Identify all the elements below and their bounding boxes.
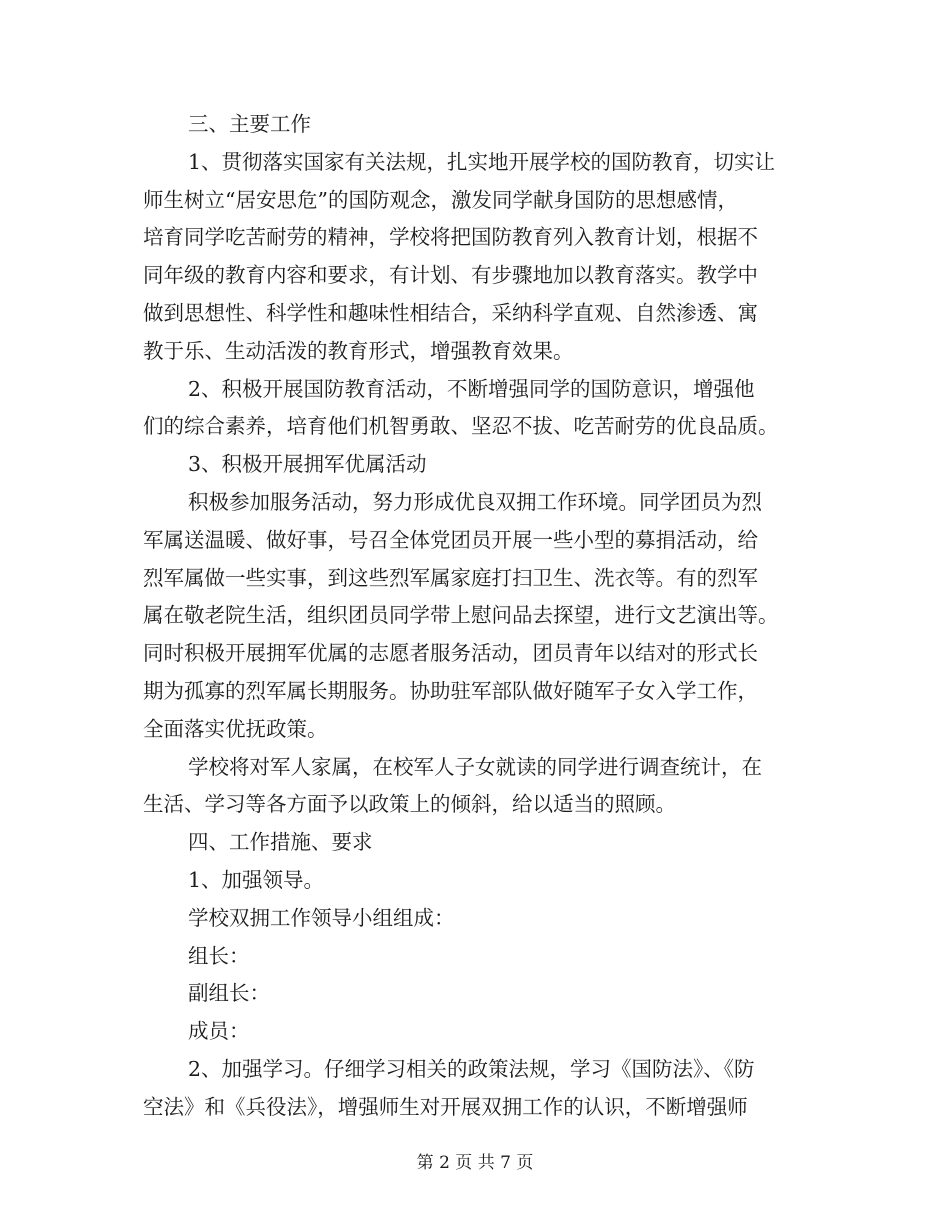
paragraph-line: 1、贯彻落实国家有关法规，扎实地开展学校的国防教育，切实让 xyxy=(188,149,776,174)
section-heading-measures: 四、工作措施、要求 xyxy=(188,830,373,855)
paragraph-line: 烈军属做一些实事，到这些烈军属家庭打扫卫生、洗衣等。有的烈军 xyxy=(143,565,758,590)
paragraph-line: 教于乐、生动活泼的教育形式，增强教育效果。 xyxy=(143,338,574,363)
paragraph-line: 2、加强学习。仔细学习相关的政策法规，学习《国防法》、《防 xyxy=(188,1056,755,1081)
paragraph-line: 空法》和《兵役法》，增强师生对开展双拥工作的认识，不断增强师 xyxy=(143,1094,748,1119)
role-line-leader: 组长： xyxy=(188,943,250,968)
subsection-heading: 1、加强领导。 xyxy=(188,867,325,892)
page-number-footer: 第 2 页 共 7 页 xyxy=(416,1153,534,1173)
paragraph-line: 学校将对军人家属，在校军人子女就读的同学进行调查统计，在 xyxy=(188,754,762,779)
paragraph-line: 军属送温暖、做好事，号召全体党团员开展一些小型的募捐活动，给 xyxy=(143,527,758,552)
paragraph-line: 同时积极开展拥军优属的志愿者服务活动，团员青年以结对的形式长 xyxy=(143,641,758,666)
paragraph-line: 积极参加服务活动，努力形成优良双拥工作环境。同学团员为烈 xyxy=(188,489,762,514)
paragraph-line: 生活、学习等各方面予以政策上的倾斜，给以适当的照顾。 xyxy=(143,792,676,817)
section-heading-main-work: 三、主要工作 xyxy=(188,112,311,136)
paragraph-line: 培育同学吃苦耐劳的精神，学校将把国防教育列入教育计划，根据不 xyxy=(143,225,758,250)
role-line-deputy-leader: 副组长： xyxy=(188,981,270,1006)
document-body xyxy=(143,106,811,1127)
paragraph-line: 做到思想性、科学性和趣味性相结合，采纳科学直观、自然渗透、寓 xyxy=(143,300,758,325)
role-line-members: 成员： xyxy=(188,1019,250,1044)
paragraph-line: 全面落实优抚政策。 xyxy=(143,716,328,741)
paragraph-line: 师生树立“居安思危”的国防观念，激发同学献身国防的思想感情， xyxy=(143,187,738,212)
paragraph-line: 同年级的教育内容和要求，有计划、有步骤地加以教育落实。教学中 xyxy=(143,263,758,288)
paragraph-line: 属在敬老院生活，组织团员同学带上慰问品去探望，进行文艺演出等。 xyxy=(143,603,779,628)
paragraph-line: 期为孤寡的烈军属长期服务。协助驻军部队做好随军子女入学工作， xyxy=(143,678,758,703)
paragraph-line: 学校双拥工作领导小组组成： xyxy=(188,905,455,930)
paragraph-line: 2、积极开展国防教育活动，不断增强同学的国防意识，增强他 xyxy=(188,376,755,401)
subsection-heading: 3、积极开展拥军优属活动 xyxy=(188,452,427,477)
paragraph-line: 们的综合素养，培育他们机智勇敢、坚忍不拔、吃苦耐劳的优良品质。 xyxy=(143,414,779,439)
